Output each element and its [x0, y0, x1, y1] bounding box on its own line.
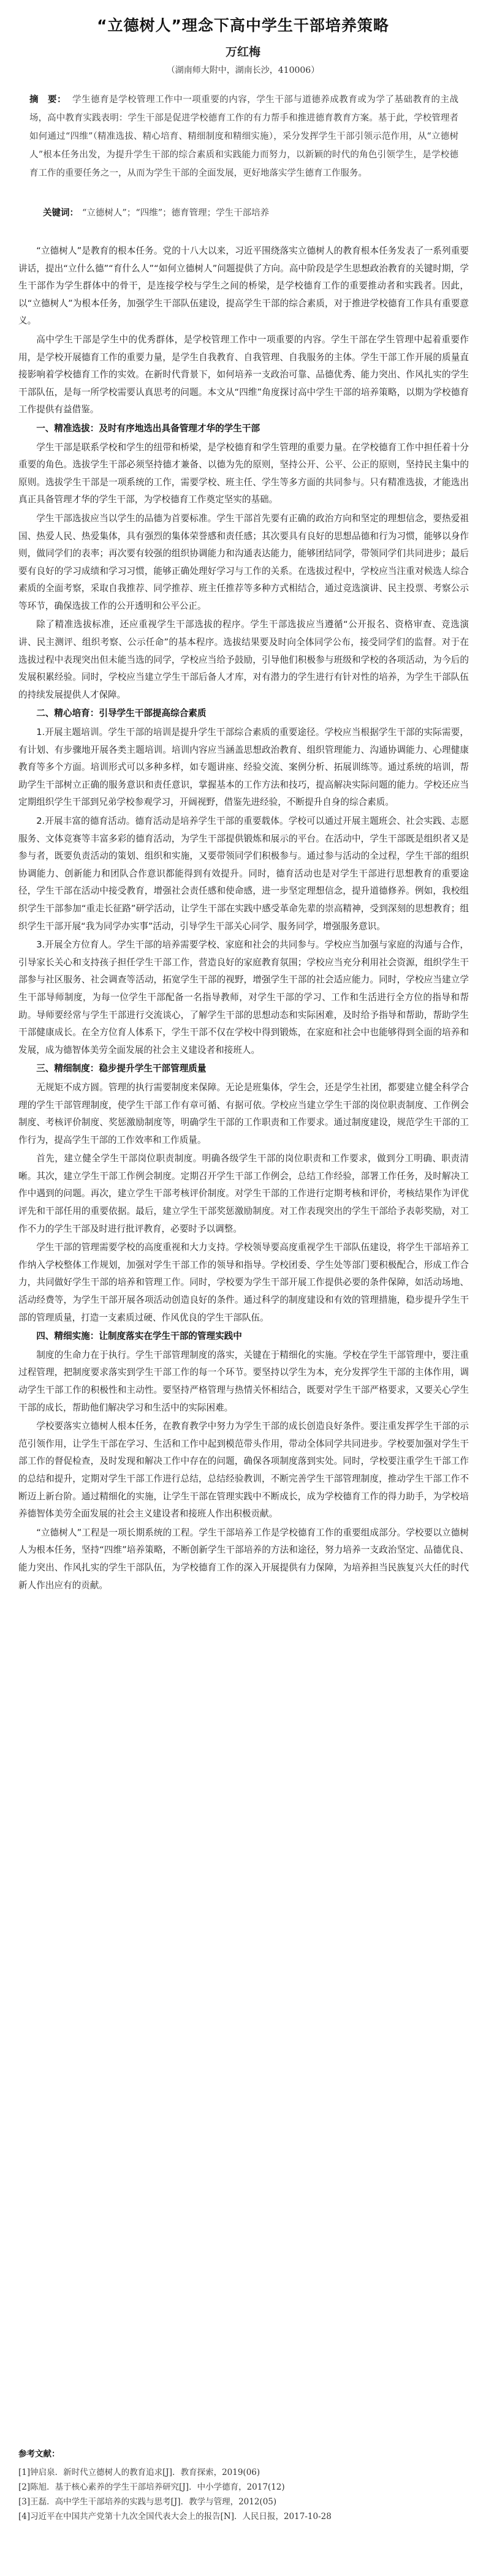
- author-name: 万红梅: [225, 45, 260, 59]
- body-paragraph: 3.开展全方位育人。学生干部的培养需要学校、家庭和社会的共同参与。学校应当加强与家庭的沟通与合作，引导家长关心和支持孩子担任学生干部工作，营造良好的家庭教育氛围；学校应当充分利用社会资源，组织学生干部参与社区服务、社会调查等活动，拓宽学生干部的视野，增强学生干部的社会适应能力。同时，学校应当建立学生干部导师制度，为每一位学生干部配备一名指导教师，对学生干部的学习、工作和生活进行全方位的指导和帮助。导师要经常与学生干部进行交流谈心，了解学生干部的思想动态和实际困难，及时给予指导和帮助，帮助学生干部健康成长。在全方位育人体系下，学生干部不仅在学校中得到锻炼，在家庭和社会中也能够得到全面的培养和发展，成为德智体美劳全面发展的社会主义建设者和接班人。: [18, 940, 469, 1055]
- body-paragraph: 学生干部是联系学校和学生的纽带和桥梁，是学校德育和学生管理的重要力量。在学校德育工作中担任着十分重要的角色。选拔学生干部必须坚持德才兼备、以德为先的原则，坚持公开、公平、公正的原则，坚持民主集中的原则。选拔学生干部是一项系统的工作，需要学校、班主任、学生等多方面的共同参与。只有精准选拔，才能选出真正具备管理才华的学生干部，为学校德育工作奠定坚实的基础。: [18, 442, 469, 505]
- body-paragraph: 2.开展丰富的德育活动。德育活动是培养学生干部的重要载体。学校可以通过开展主题班会、社会实践、志愿服务、文体竞赛等丰富多彩的德育活动，为学生干部提供锻炼和展示的平台。在活动中，学生干部既是组织者又是参与者，既要负责活动的策划、组织和实施，又要带领同学们积极参与。通过参与活动的全过程，学生干部的组织协调能力、创新能力和团队合作意识都能得到有效提升。同时，德育活动也是对学生干部进行思想教育的重要途径，学生干部在活动中接受教育，增强社会责任感和使命感，进一步坚定理想信念，提升道德修养。例如，我校组织学生干部参加“重走长征路”研学活动，让学生干部在实践中感受革命先辈的崇高精神，受到深刻的思想教育；组织学生干部开展“我为同学办实事”活动，引导学生干部关心同学、服务同学，增强服务意识。: [18, 816, 469, 932]
- abstract-label: 摘 要：: [29, 95, 67, 105]
- reference-item: [3]王磊．高中学生干部培养的实践与思考[J]．教学与管理，2012(05): [18, 2497, 277, 2507]
- section-heading: 三、精细制度：稳步提升学生干部管理质量: [36, 1063, 207, 1074]
- reference-item: [4]习近平在中国共产党第十九次全国代表大会上的报告[N]．人民日报，2017-10-28: [18, 2512, 332, 2521]
- reference-item: [1]钟启泉．新时代立德树人的教育追求[J]．教育探索，2019(06): [18, 2468, 260, 2477]
- references-list: [18, 2465, 469, 2524]
- body-paragraph: 学校要落实立德树人根本任务，在教育教学中努力为学生干部的成长创造良好条件。要注重发挥学生干部的示范引领作用，让学生干部在学习、生活和工作中起到模范带头作用，带动全体同学共同进步。学校要加强对学生干部工作的督促检查，及时发现和解决工作中存在的问题，确保各项制度落到实处。同时，学校要注重学生干部工作的总结和提升，定期对学生干部工作进行总结，总结经验教训，不断完善学生干部管理制度，推动学生干部工作不断迈上新台阶。通过精细化的实施，让学生干部在管理实践中不断成长，成为学校德育工作的得力助手，为学校培养德智体美劳全面发展的社会主义建设者和接班人作出积极贡献。: [18, 1421, 469, 1520]
- body-paragraph: 无规矩不成方圆。管理的执行需要制度来保障。无论是班集体，学生会，还是学生社团，都要建立健全科学合理的学生干部管理制度，使学生干部工作有章可循、有据可依。学校应当建立学生干部的岗位职责制度、工作例会制度、考核评价制度、奖惩激励制度等，明确学生干部的工作职责和工作要求。通过制度建设，规范学生干部的工作行为，提高学生干部的工作效率和工作质量。: [18, 1082, 469, 1145]
- references: [18, 2447, 469, 2524]
- references-heading: 参考文献：: [18, 2449, 60, 2459]
- keywords: [43, 205, 460, 222]
- body-paragraph: 除了精准选拔标准，还应重视学生干部选拔的程序。学生干部选拔应当遵循“公开报名、资格审查、竞选演讲、民主测评、组织考察、公示任命”的基本程序。选拔结果要及时向全体同学公布，接受同学们的监督。对于在选拔过程中表现突出但未能当选的同学，学校应当给予鼓励，引导他们积极参与班级和学校的各项活动，为今后的发展积累经验。同时，学校应当建立学生干部后备人才库，对有潜力的学生进行有针对性的培养，为学生干部队伍的持续发展提供人才保障。: [18, 619, 469, 700]
- body-paragraph: 学生干部的管理需要学校的高度重视和大力支持。学校领导要高度重视学生干部队伍建设，将学生干部培养工作纳入学校整体工作规划，加强对学生干部工作的领导和指导。学校团委、学生处等部门要积极配合，形成工作合力，共同做好学生干部的培养和管理工作。同时，学校要为学生干部开展工作提供必要的条件保障，如活动场地、活动经费等，为学生干部开展各项活动创造良好的条件。通过科学的制度建设和有效的管理措施，稳步提升学生干部的管理质量，打造一支素质过硬、作风优良的学生干部队伍。: [18, 1242, 469, 1323]
- section-heading: 四、精细实施：让制度落实在学生干部的管理实践中: [36, 1331, 242, 1342]
- author-affiliation: （湖南师大附中，湖南长沙，410006）: [166, 66, 320, 75]
- abstract: [29, 91, 458, 183]
- keywords-text: “立德树人”；“四维”；德育管理；学生干部培养: [82, 208, 270, 218]
- section-heading: 一、精准选拔：及时有序地选出具备管理才华的学生干部: [36, 423, 260, 434]
- reference-item: [2]陈旭．基于核心素养的学生干部培养研究[J]．中小学德育，2017(12): [18, 2482, 285, 2492]
- body-paragraph: 首先，建立健全学生干部岗位职责制度。明确各级学生干部的岗位职责和工作要求，做到分工明确、职责清晰。其次，建立学生干部工作例会制度。定期召开学生干部工作例会，总结工作经验，部署工作任务，及时解决工作中遇到的问题。再次，建立学生干部考核评价制度。对学生干部的工作进行定期考核和评价，考核结果作为评优评先和干部任用的重要依据。最后，建立学生干部奖惩激励制度。对工作表现突出的学生干部给予表彰奖励，对工作不力的学生干部及时进行批评教育，必要时予以调整。: [18, 1153, 469, 1234]
- section-heading: 二、精心培育：引导学生干部提高综合素质: [36, 708, 207, 719]
- body-paragraph: “立德树人”是教育的根本任务。党的十八大以来，习近平围绕落实立德树人的教育根本任务发表了一系列重要讲话，提出“立什么德”“育什么人”“如何立德树人”问题提供了方向。高中阶段是学生思想政治教育的关键时期，学生干部作为学生群体中的骨干，是连接学校与学生之间的桥梁，是学校德育工作的重要推动者和实践者。因此，以“立德树人”为根本任务，加强学生干部队伍建设，提高学生干部的综合素质，对于推进学校德育工作具有重要意义。: [18, 246, 469, 326]
- body-paragraph: 制度的生命力在于执行。学生干部管理制度的落实，关键在于精细化的实施。学校在学生干部管理中，要注重过程管理，把制度要求落实到学生干部工作的每一个环节。要坚持以学生为本，充分发挥学生干部的主体作用，调动学生干部工作的积极性和主动性。要坚持严格管理与热情关怀相结合，既要对学生干部严格要求，又要关心学生干部的成长，帮助他们解决学习和生活中的实际困难。: [18, 1349, 469, 1413]
- keywords-label: 关键词：: [43, 208, 78, 218]
- body-paragraph: 1.开展主题培训。学生干部的培训是提升学生干部综合素质的重要途径。学校应当根据学生干部的实际需要，有计划、有步骤地开展各类主题培训。培训内容应当涵盖思想政治教育、组织管理能力、沟通协调能力、心理健康教育等多个方面。培训形式可以多种多样，如专题讲座、经验交流、案例分析、拓展训练等。通过系统的培训，帮助学生干部树立正确的服务意识和责任意识，掌握基本的工作方法和技巧，提高解决实际问题的能力。学校还应当定期组织学生干部到兄弟学校参观学习，开阔视野，借鉴先进经验，不断提升自身的综合素质。: [18, 727, 469, 808]
- abstract-text: 学生德育是学校管理工作中一项重要的内容，学生干部与道德养成教育或为学了基础教育的主战场，高中教育实践表明：学生干部是促进学校德育工作的有力帮手和推进德育教育方案。基于此，学校管理者如何通过“四维”（精准选拔、精心培育、精细制度和精细实施），采分发挥学生干部引领示范作用，从“立德树人”根本任务出发，为提升学生干部的综合素质和实践能力而努力，以新颖的时代的角色引领学生，是学校德育工作的重要任务之一，从而为学生干部的全面发展，更好地落实学生德育工作服务。: [29, 95, 458, 178]
- paper-title: “立德树人”理念下高中学生干部培养策略: [97, 17, 389, 34]
- paper-body: [18, 243, 469, 1595]
- body-paragraph: “立德树人”工程是一项长期系统的工程。学生干部培养工作是学校德育工作的重要组成部分。学校要以立德树人为根本任务，坚持“四维”培养策略，不断创新学生干部培养的方法和途径，努力培养一支政治坚定、品德优良、能力突出、作风扎实的学生干部队伍，为学校德育工作的深入开展提供有力保障，为培养担当民族复兴大任的时代新人作出应有的贡献。: [18, 1527, 469, 1591]
- body-paragraph: 高中学生干部是学生中的优秀群体，是学校管理工作中一项重要的内容。学生干部在学生管理中起着重要作用，是学校开展德育工作的重要力量，是学生自我教育、自我管理、自我服务的主体。学生干部工作开展的质量直接影响着学校德育工作的实效。在新时代背景下，如何培养一支政治可靠、品德优秀、能力突出、作风扎实的学生干部队伍，是每一所学校需要认真思考的问题。本文从“四维”角度探讨高中学生干部的培养策略，以期为学校德育工作提供有益借鉴。: [18, 334, 469, 415]
- body-paragraph: 学生干部选拔应当以学生的品德为首要标准。学生干部首先要有正确的政治方向和坚定的理想信念，要热爱祖国、热爱人民、热爱集体，具有强烈的集体荣誉感和责任感；其次要具有良好的思想品德和行为习惯，能够以身作则，做同学们的表率；再次要有较强的组织协调能力和沟通表达能力，能够团结同学，带领同学们共同进步；最后要有良好的学习成绩和学习习惯，能够正确处理好学习与工作的关系。在选拔过程中，学校应当注重对候选人综合素质的全面考察，采取自我推荐、同学推荐、班主任推荐等多种方式相结合，通过竞选演讲、民主投票、考察公示等环节，确保选拔工作的公开透明和公平公正。: [18, 513, 469, 611]
